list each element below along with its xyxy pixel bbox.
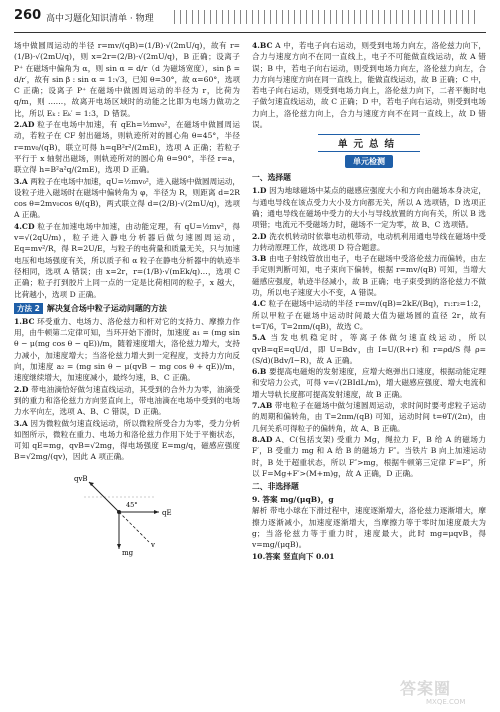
answer-item: 1.D 因为地球磁场中某点的磁感应强度大小和方向由磁场本身决定，与通电导线在该点受力大小及方向都无关，所以 A 选项错，D 选项正确；通电导线在磁场中受力的大小与导线放置的方向有关，所以 B 选项错；电流元不受磁场力时，磁场不一定为零，故 B、C 选项错。 <box>252 186 486 230</box>
page-number: 260 <box>14 8 42 23</box>
answer-number: 2.AD <box>14 120 35 130</box>
answer-item <box>14 418 240 463</box>
answer-number: 4.CD <box>14 221 35 231</box>
answer-item <box>14 119 240 175</box>
answer-text: 粒子在加速电场中加速，由动能定理，有 qU=½mv²，得 v=√(2qU/m)，粒子进入静电分析器后做匀速圆周运动，Eq=mv²/R，得 R=2U/E，与粒子的电荷量和质量无关，只与加速电压和电场强度有关，所以质子和 α 粒子在静电分析器中的轨迹半径相同，选项 A 错误；由 x=2r，r=(1/B)·√(mEk/q)…，选项 C 正确；粒子打到胶片上同一点的一定是比荷相同的粒子，x 越大，比荷越小，选项 D 正确。 <box>14 221 240 299</box>
method-title: 解决复合场中粒子运动问题的方法 <box>46 303 167 313</box>
label-mg: mg <box>122 548 134 557</box>
answer-item: 3.B 由电子射线管放出电子，电子在磁场中受洛伦兹力而偏转，由左手定则判断可知，电子束向下偏转，根据 r=mv/(qB) 可知，当增大磁感应强度，轨迹半径减小，故 B 正确；电子束受到的洛伦兹力不做功，所以电子速度大小不变，A 错误。 <box>252 254 486 298</box>
right-column <box>252 40 486 702</box>
book-title: 高中习题化知识清单 · 物理 <box>46 14 154 24</box>
answer-item: 8.AD A、C(包括支架) 受重力 Mg，绳拉力 F，B 给 A 的磁场力 F′，B 受重力 mg 和 A 给 B 的磁场力 F″。当铁片 B 向上加速运动时，B 处于超重状态，所以 F″>mg，根据牛顿第三定律 F′=F″，所以 F=Mg+F′>(M+m)g，故 A 正确，D 正确。 <box>252 434 486 478</box>
answer-item: 4.C 粒子在磁场中运动的半径 r=mv/(qB)=2kE/(Bq)，r₁:r₂=1:2，所以甲粒子在磁场中运动时间最大值为磁场圆的直径 2r，故有 t=T/6，T=2πm/(qB)，故选 C。 <box>252 299 486 331</box>
answer-number: 2.D <box>14 384 29 394</box>
answer-number: 3.A <box>14 418 28 428</box>
label-qe: qE <box>162 508 172 517</box>
force-diagram <box>14 467 240 562</box>
answer-item: 7.AB 带电粒子在磁场中做匀速圆周运动，求时间时要考虑粒子运动的周期和偏转角，由 T=2πm/(qB) 可知，运动时间 t=θT/(2π)，由几何关系可得粒子的偏转角，故 A、B 正确。 <box>252 401 486 433</box>
unit-summary-heading: 单元总结 <box>252 134 486 152</box>
qvb-arrowhead <box>89 482 94 486</box>
answer-item <box>14 221 240 300</box>
label-v: v <box>151 540 155 549</box>
unit-check-heading: 单元检测 <box>252 155 486 168</box>
answer-text: 因为微粒做匀速直线运动，所以微粒所受合力为零，受力分析如图所示，微粒在重力、电场力和洛伦兹力作用下处于平衡状态，可知 qE=mg，qvB=√2mg，得电场强度 E=mg/q，磁感应强度 B=√2mg/(qv)，因此 A 项正确。 <box>14 418 240 462</box>
part-heading-choice: 一、选择题 <box>252 173 291 183</box>
left-column <box>14 40 240 702</box>
answer-item <box>14 176 240 221</box>
answer-item: 9. 答案 mg/(μqB)，g <box>252 495 334 505</box>
answer-item <box>14 316 240 384</box>
qe-arrowhead <box>154 510 159 514</box>
answer-item: 10.答案 竖直向下 0.01 <box>252 551 335 561</box>
answer-item: 5.A 当发电机稳定时，等离子体做匀速直线运动，所以 qvB=qE=qU/d，即 U=Bdv，由 I=U/(R+r) 和 r=ρd/S 得 ρ=(S/d)(Bdv/I−R)，故 A 正确。 <box>252 333 486 365</box>
answer-text: 环受重力、电场力、洛伦兹力和杆对它的支持力、摩擦力作用，由牛顿第二定律可知，当环开始下滑时，加速度 a₁ = (mg sin θ − μ(mg cos θ − qE))/m，随着速度增大，洛伦兹力增大，支持力减小，加速度增大；当洛伦兹力增大到一定程度，支持力方向反向，加速度 a₂ = (mg sin θ − μ(qvB − mg cos θ + qE))/m，速度继续增大，加速度减小，最终匀速，B、C 正确。 <box>14 316 240 383</box>
answer-number: 3.A <box>14 176 28 186</box>
part-heading-nonchoice: 二、非选择题 <box>252 482 299 492</box>
header-decoration <box>174 10 479 24</box>
answer-text: 解析 带电小球在下滑过程中，速度逐渐增大，洛伦兹力逐渐增大，摩擦力逐渐减小，加速度逐渐增大，当摩擦力等于零时加速度最大为 g；当洛伦兹力等于重力时，速度最大，此时 mg=μqvB，得 v=mg/(μqB)。 <box>252 506 486 550</box>
force-diagram-svg <box>14 467 240 562</box>
label-qvb: qvB <box>74 474 88 483</box>
method-tag: 方法 2 <box>14 303 43 314</box>
answer-item <box>14 384 240 418</box>
answer-text: 两粒子在电场中加速，qU=½mv₀²，进入磁场中做圆周运动，设粒子进入磁场时在磁场中偏转角为 φ，半径为 R，则距离 d=2R cos θ=2mv₀cos θ/(qB)，两式联立得 d=(2/B)·√(2mU/q)，选项 A 正确。 <box>14 176 240 220</box>
method-heading <box>14 303 240 314</box>
label-angle: 45° <box>126 500 138 509</box>
answer-text: 带电油滴恰好做匀速直线运动，其受到的合外力为零，油滴受到的重力和洛伦兹力方向竖直向上，带电油滴在电场中受到的电场力水平向左，选项 A、B、C 错误，D 正确。 <box>14 384 240 417</box>
answer-number: 1.BC <box>14 316 35 326</box>
watermark-url: MXQE.COM <box>426 698 466 706</box>
particle-dot <box>117 510 121 514</box>
page-header <box>14 6 486 33</box>
velocity-line <box>119 512 149 542</box>
answer-item: 6.B 要提高电磁炮的发射速度，应增大炮弹出口速度，根据动能定理和安培力公式，可得 v=√(2BIdL/m)，增大磁感应强度、增大电流和增大导轨长度都可提高发射速度，故 B 正确。 <box>252 367 486 399</box>
answer-text: 粒子在电场中加速，有 qEh=½mv₀²，在磁场中做圆周运动，若粒子在 CF 射出磁场，则轨迹所对的圆心角 θ=45°，半径 r=mv₀/(qB)，联立可得 h=qB²r²/(2mE)，选项 A 正确；若粒子平行于 x 轴射出磁场，则轨迹所对的圆心角 θ=90°，半径 r=a，联立得 h=B²a²q/(2mE)，选项 D 正确。 <box>14 120 240 175</box>
answer-number: 4.BC <box>252 41 273 50</box>
answer-item <box>252 40 486 130</box>
mg-arrowhead <box>117 544 121 549</box>
paragraph: 场中做圆周运动的半径 r=mv/(qB)=(1/B)·√(2mU/q)，故有 r=(1/B)·√(2mU/q)，则 x=2r=(2/B)·√(2mU/q)，B 正确；设离子 P⁺ 在磁场中偏角为 α，则 sin α = d/r（d 为磁场宽度），sin β = d/r′，故有 sin β : sin α = 1:√3，已知 θ=30°，故 α=60°，选项 C 正确；设离子 P⁺ 在磁场中做圆周运动的半径为 r，比荷为 q/m，则 ……，故离开电场区域时的动能之比即为电场力做功之比，所以 Eₖ : Eₖ′ = 1:3，D 错误。 <box>14 41 240 118</box>
answer-item: 2.D 洗衣机转动时依靠电动机带动，电动机利用通电导线在磁场中受力转动原理工作，故选项 D 符合题意。 <box>252 231 486 252</box>
answer-text: A 中，若电子向右运动，则受到电场力向左，洛伦兹力向下，合力与速度方向不在同一直线上，电子不可能做直线运动，故 A 错误；B 中，若电子向右运动，则受到电场力向左，洛伦兹力向左，合力方向与速度方向在同一直线上，能做直线运动，故 B 正确；C 中，若电子向右运动，则受到电场力向上，洛伦兹力向下，二者平衡时电子做匀速直线运动，故 C 正确；D 中，若电子向右运动，则受到电场力向上，洛伦兹力向上，合力与速度方向不在同一直线上，故 D 错误。 <box>252 41 486 130</box>
watermark-logo: 答案圈 <box>400 679 452 698</box>
